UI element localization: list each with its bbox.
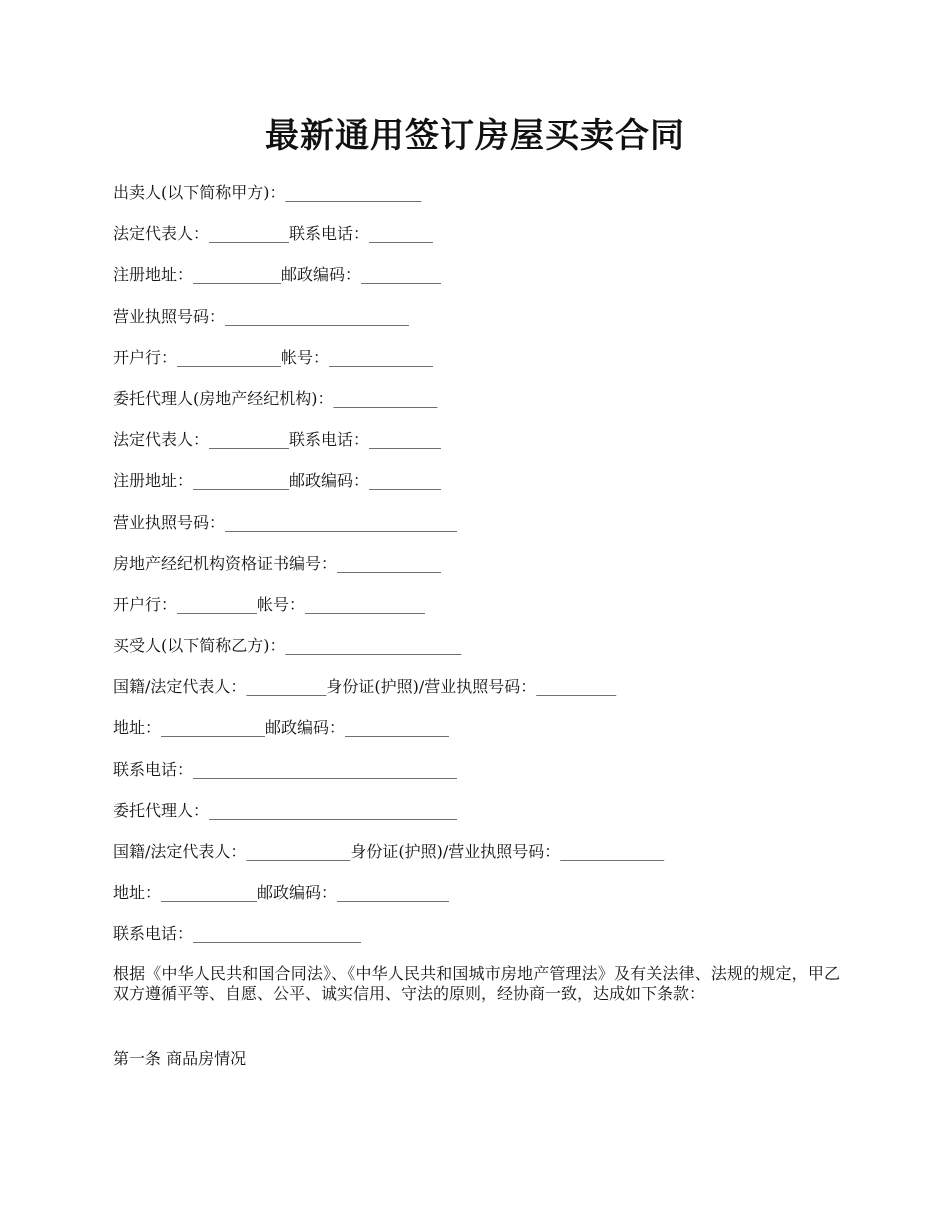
field-seller: 出卖人(以下简称甲方)：_________________: [113, 183, 422, 202]
section-heading: 第一条 商品房情况: [113, 1049, 247, 1068]
preamble-paragraph: 根据《中华人民共和国合同法》、《中华人民共和国城市房地产管理法》及有关法律、法规的规定，甲乙双方遵循平等、自愿、公平、诚实信用、守法的原则，经协商一致，达成如下条款：: [113, 964, 840, 1003]
field-buyer-agent-nationality: 国籍/法定代表人：_____________身份证(护照)/营业执照号码：_____________: [113, 842, 665, 861]
field-seller-address: 注册地址：___________邮政编码：__________: [113, 265, 442, 285]
field-buyer-address: 地址：_____________邮政编码：_____________: [113, 718, 450, 738]
party-fields: [113, 178, 838, 961]
field-buyer-agent: 委托代理人：_______________________________: [113, 800, 458, 820]
field-agent: 委托代理人(房地产经纪机构)：_____________: [113, 388, 438, 408]
field-buyer-agent-phone: 联系电话：_____________________: [113, 924, 362, 944]
field-seller-bank: 开户行：_____________帐号：_____________: [113, 347, 434, 367]
field-agent-legal-rep: 法定代表人：__________联系电话：_________: [113, 430, 442, 450]
field-buyer-nationality: 国籍/法定代表人：__________身份证(护照)/营业执照号码：__________: [113, 677, 617, 697]
field-agent-address: 注册地址：____________邮政编码：_________: [113, 471, 442, 491]
field-agent-bank: 开户行：__________帐号：_______________: [113, 594, 426, 614]
field-seller-legal-rep: 法定代表人：__________联系电话：________: [113, 224, 434, 244]
field-buyer: 买受人(以下简称乙方)：______________________: [113, 636, 462, 656]
field-buyer-agent-address: 地址：____________邮政编码：______________: [113, 883, 450, 903]
field-seller-license: 营业执照号码：_______________________: [113, 306, 410, 326]
field-buyer-phone: 联系电话：_________________________________: [113, 759, 458, 779]
document-title: 最新通用签订房屋买卖合同: [265, 116, 685, 156]
field-agent-certificate: 房地产经纪机构资格证书编号：_____________: [113, 553, 442, 573]
field-agent-license: 营业执照号码：_____________________________: [113, 512, 458, 532]
